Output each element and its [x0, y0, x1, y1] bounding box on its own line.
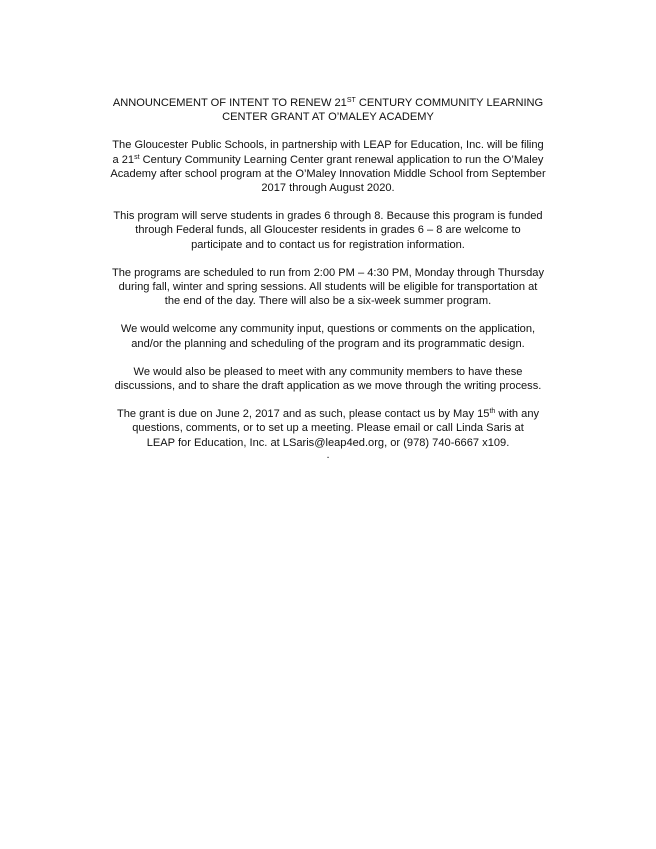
schedule-line-2: during fall, winter and spring sessions. All students will be eligible for transportation at: [118, 281, 538, 294]
paragraph-contact: [80, 407, 576, 462]
title-superscript: ST: [346, 97, 356, 104]
document-title: [80, 96, 576, 124]
announcement-document: [80, 96, 576, 476]
contact-line-1: [80, 407, 576, 421]
paragraph-schedule: [80, 266, 576, 309]
eligibility-line-2: through Federal funds, all Gloucester residents in grades 6 – 8 are welcome to: [135, 224, 521, 237]
contact-superscript: th: [489, 408, 496, 416]
paragraph-eligibility: [80, 209, 576, 252]
title-text-b: CENTURY COMMUNITY LEARNING: [355, 97, 544, 109]
paragraph-meeting: [80, 365, 576, 393]
contact-text-a: The grant is due on June 2, 2017 and as such, please contact us by May 15: [116, 408, 490, 421]
contact-line-3: LEAP for Education, Inc. at LSaris@leap4ed.org, or (978) 740-6667 x109.: [146, 436, 510, 449]
paragraph-intro: [80, 138, 576, 195]
eligibility-line-1: This program will serve students in grades 6 through 8. Because this program is funded: [113, 210, 543, 223]
paragraph-community-input: [80, 322, 576, 350]
intro-line-1: The Gloucester Public Schools, in partnership with LEAP for Education, Inc. will be filing: [112, 139, 544, 152]
schedule-line-1: The programs are scheduled to run from 2:00 PM – 4:30 PM, Monday through Thursday: [111, 266, 545, 279]
title-line-1: [80, 96, 576, 110]
contact-text-b: with any: [495, 408, 540, 421]
trailing-period: .: [326, 448, 330, 461]
contact-line-2: questions, comments, or to set up a meeting. Please email or call Linda Saris at: [132, 422, 524, 435]
title-text-a: ANNOUNCEMENT OF INTENT TO RENEW 21: [112, 97, 347, 109]
schedule-line-3: the end of the day. There will also be a six-week summer program.: [164, 295, 492, 308]
eligibility-line-3: participate and to contact us for registration information.: [191, 238, 465, 251]
input-line-2: and/or the planning and scheduling of the program and its programmatic design.: [131, 337, 525, 350]
intro-text-b: Century Community Learning Center grant renewal application to run the O’Maley: [139, 153, 544, 166]
intro-line-4: 2017 through August 2020.: [261, 182, 395, 195]
intro-text-a: a 21: [112, 153, 135, 166]
input-line-1: We would welcome any community input, questions or comments on the application,: [120, 323, 536, 336]
intro-superscript: st: [134, 153, 140, 161]
intro-line-2: [80, 153, 576, 167]
meeting-line-2: discussions, and to share the draft application as we move through the writing process.: [114, 380, 542, 393]
intro-line-3: Academy after school program at the O’Maley Innovation Middle School from September: [110, 167, 546, 180]
title-line-2: CENTER GRANT AT O’MALEY ACADEMY: [222, 111, 434, 124]
meeting-line-1: We would also be pleased to meet with any community members to have these: [133, 365, 523, 378]
